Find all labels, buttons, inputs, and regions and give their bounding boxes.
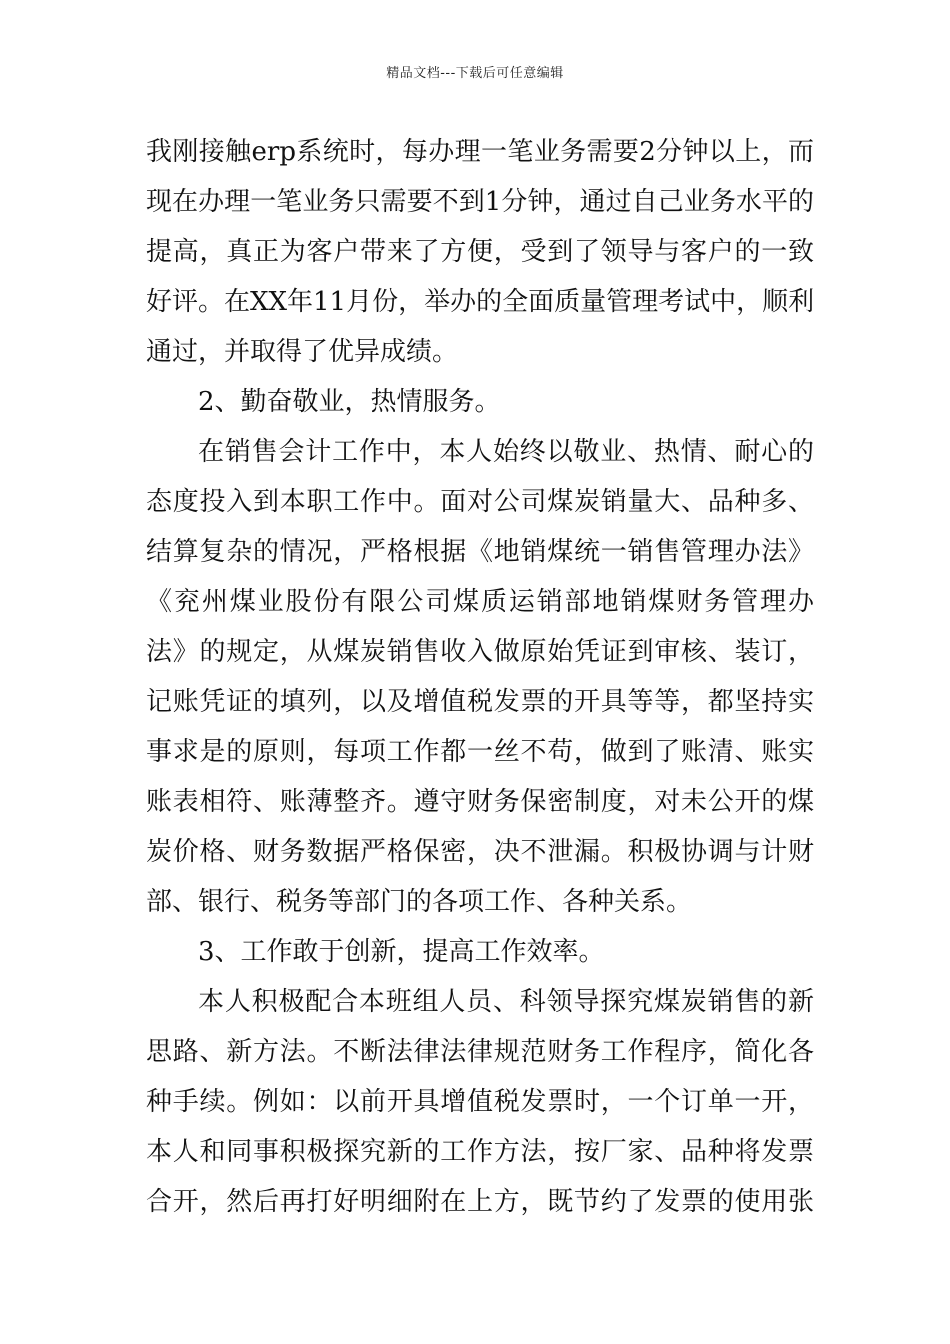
paragraph-line: 事求是的原则，每项工作都一丝不苟，做到了账清、账实 <box>146 737 814 767</box>
paragraph-line: 现在办理一笔业务只需要不到1分钟，通过自己业务水平的 <box>146 187 814 217</box>
paragraph-line: 结算复杂的情况，严格根据《地销煤统一销售管理办法》 <box>146 537 814 567</box>
paragraph-line: 在销售会计工作中，本人始终以敬业、热情、耐心的 <box>198 437 814 467</box>
paragraph-line: 思路、新方法。不断法律法律规范财务工作程序，简化各 <box>146 1037 814 1067</box>
paragraph-line: 账表相符、账薄整齐。遵守财务保密制度，对未公开的煤 <box>146 787 814 817</box>
paragraph-line: 法》的规定，从煤炭销售收入做原始凭证到审核、装订， <box>146 637 814 667</box>
paragraph-line: 部、银行、税务等部门的各项工作、各种关系。 <box>146 887 693 917</box>
paragraph-line: 本人和同事积极探究新的工作方法，按厂家、品种将发票 <box>146 1137 814 1167</box>
paragraph-line: 炭价格、财务数据严格保密，决不泄漏。积极协调与计财 <box>146 837 814 867</box>
paragraph-line: 我刚接触erp系统时，每办理一笔业务需要2分钟以上，而 <box>146 137 814 167</box>
paragraph-line: 本人积极配合本班组人员、科领导探究煤炭销售的新 <box>198 987 814 1017</box>
section-heading: 2、勤奋敬业，热情服务。 <box>198 387 501 417</box>
paragraph-line: 提高，真正为客户带来了方便，受到了领导与客户的一致 <box>146 237 814 267</box>
page-header: 精品文档---下载后可任意编辑 <box>386 66 564 81</box>
body-text <box>146 127 814 1227</box>
paragraph-line: 《兖州煤业股份有限公司煤质运销部地销煤财务管理办 <box>146 587 814 617</box>
paragraph-line: 通过，并取得了优异成绩。 <box>146 337 459 367</box>
paragraph-line: 态度投入到本职工作中。面对公司煤炭销量大、品种多、 <box>146 487 814 517</box>
paragraph-line: 种手续。例如：以前开具增值税发票时，一个订单一开， <box>146 1087 814 1117</box>
section-heading: 3、工作敢于创新，提高工作效率。 <box>198 937 605 967</box>
paragraph-line: 合开，然后再打好明细附在上方，既节约了发票的使用张 <box>146 1187 814 1217</box>
paragraph-line: 好评。在XX年11月份，举办的全面质量管理考试中，顺利 <box>146 287 815 317</box>
paragraph-line: 记账凭证的填列，以及增值税发票的开具等等，都坚持实 <box>146 687 814 717</box>
